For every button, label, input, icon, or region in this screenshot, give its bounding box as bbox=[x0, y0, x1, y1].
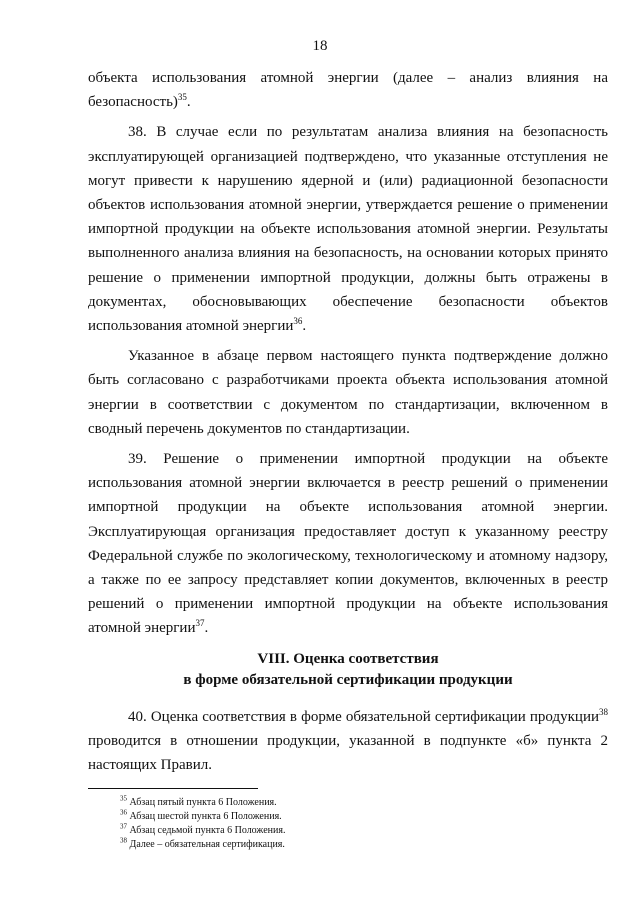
footnote-ref: 38 bbox=[599, 706, 608, 717]
period: . bbox=[302, 318, 307, 335]
footnotes bbox=[120, 796, 520, 852]
page-number: 18 bbox=[312, 38, 328, 54]
paragraph-40 bbox=[88, 705, 608, 778]
footnote-number: 38 bbox=[120, 836, 127, 845]
footnote bbox=[120, 796, 520, 810]
paragraph-text-rest: проводится в отношении продукции, указанной в подпункте «б» пункта 2 настоящих Правил. bbox=[88, 732, 608, 774]
period: . bbox=[204, 620, 209, 637]
footnote-ref: 37 bbox=[195, 618, 205, 629]
footnote-text: Далее – обязательная сертификация. bbox=[127, 839, 285, 850]
footnote-number: 35 bbox=[120, 794, 127, 803]
footnote-ref: 36 bbox=[293, 316, 303, 327]
paragraph-39 bbox=[88, 447, 608, 641]
footnote bbox=[120, 824, 520, 838]
period: . bbox=[186, 94, 191, 111]
paragraph-text: 39. Решение о применении импортной продукции на объекте использования атомной энергии включается в реестр решений о применении импортной продукции на объекте использования атомной энергии. Эксплуатирующая организация предоставляет доступ к указанному реестру Федеральной службе по экологическому, технологическому и атомному надзору, а также по ее запросу представляет копии документов, включенных в реестр решений о применении импортной продукции на объекте использования атомной энергии bbox=[88, 451, 608, 637]
paragraph-38-confirmation bbox=[88, 344, 608, 441]
section-heading bbox=[88, 649, 608, 691]
section-heading-line2: в форме обязательной сертификации продукции bbox=[183, 671, 513, 688]
paragraph-text: 38. В случае если по результатам анализа влияния на безопасность эксплуатирующей организацией подтверждено, что указанные отступления не могут привести к нарушению ядерной и (или) радиационной безопасности объектов использования атомной энергии, утверждается решение о применении импортной продукции на объекте использования атомной энергии. Результаты выполненного анализа влияния на безопасность, на основании которых принято решение о применении импортной продукции, должны быть отражены в документах, обосновывающих обеспечение безопасности объектов использования атомной энергии bbox=[88, 124, 608, 335]
document-body bbox=[88, 66, 608, 777]
footnote-separator bbox=[88, 788, 258, 789]
paragraph-text: Указанное в абзаце первом настоящего пункта подтверждение должно быть согласовано с разработчиками проекта объекта использования атомной энергии в соответствии с документом по стандартизации, включенном в сводный перечень документов по стандартизации. bbox=[88, 348, 608, 437]
footnote-text: Абзац пятый пункта 6 Положения. bbox=[127, 797, 277, 808]
paragraph-text: 40. Оценка соответствия в форме обязательной сертификации продукции bbox=[128, 708, 599, 725]
paragraph-text: объекта использования атомной энергии (далее – анализ влияния на безопасность) bbox=[88, 70, 608, 111]
footnote bbox=[120, 838, 520, 852]
footnote-ref: 35 bbox=[177, 92, 187, 103]
footnote-text: Абзац шестой пункта 6 Положения. bbox=[127, 811, 282, 822]
footnote-number: 36 bbox=[120, 808, 127, 817]
footnote bbox=[120, 810, 520, 824]
footnote-number: 37 bbox=[120, 822, 127, 831]
paragraph-continuation bbox=[88, 66, 608, 114]
section-heading-line1: VIII. Оценка соответствия bbox=[257, 650, 439, 667]
footnote-text: Абзац седьмой пункта 6 Положения. bbox=[127, 825, 286, 836]
paragraph-38 bbox=[88, 120, 608, 338]
